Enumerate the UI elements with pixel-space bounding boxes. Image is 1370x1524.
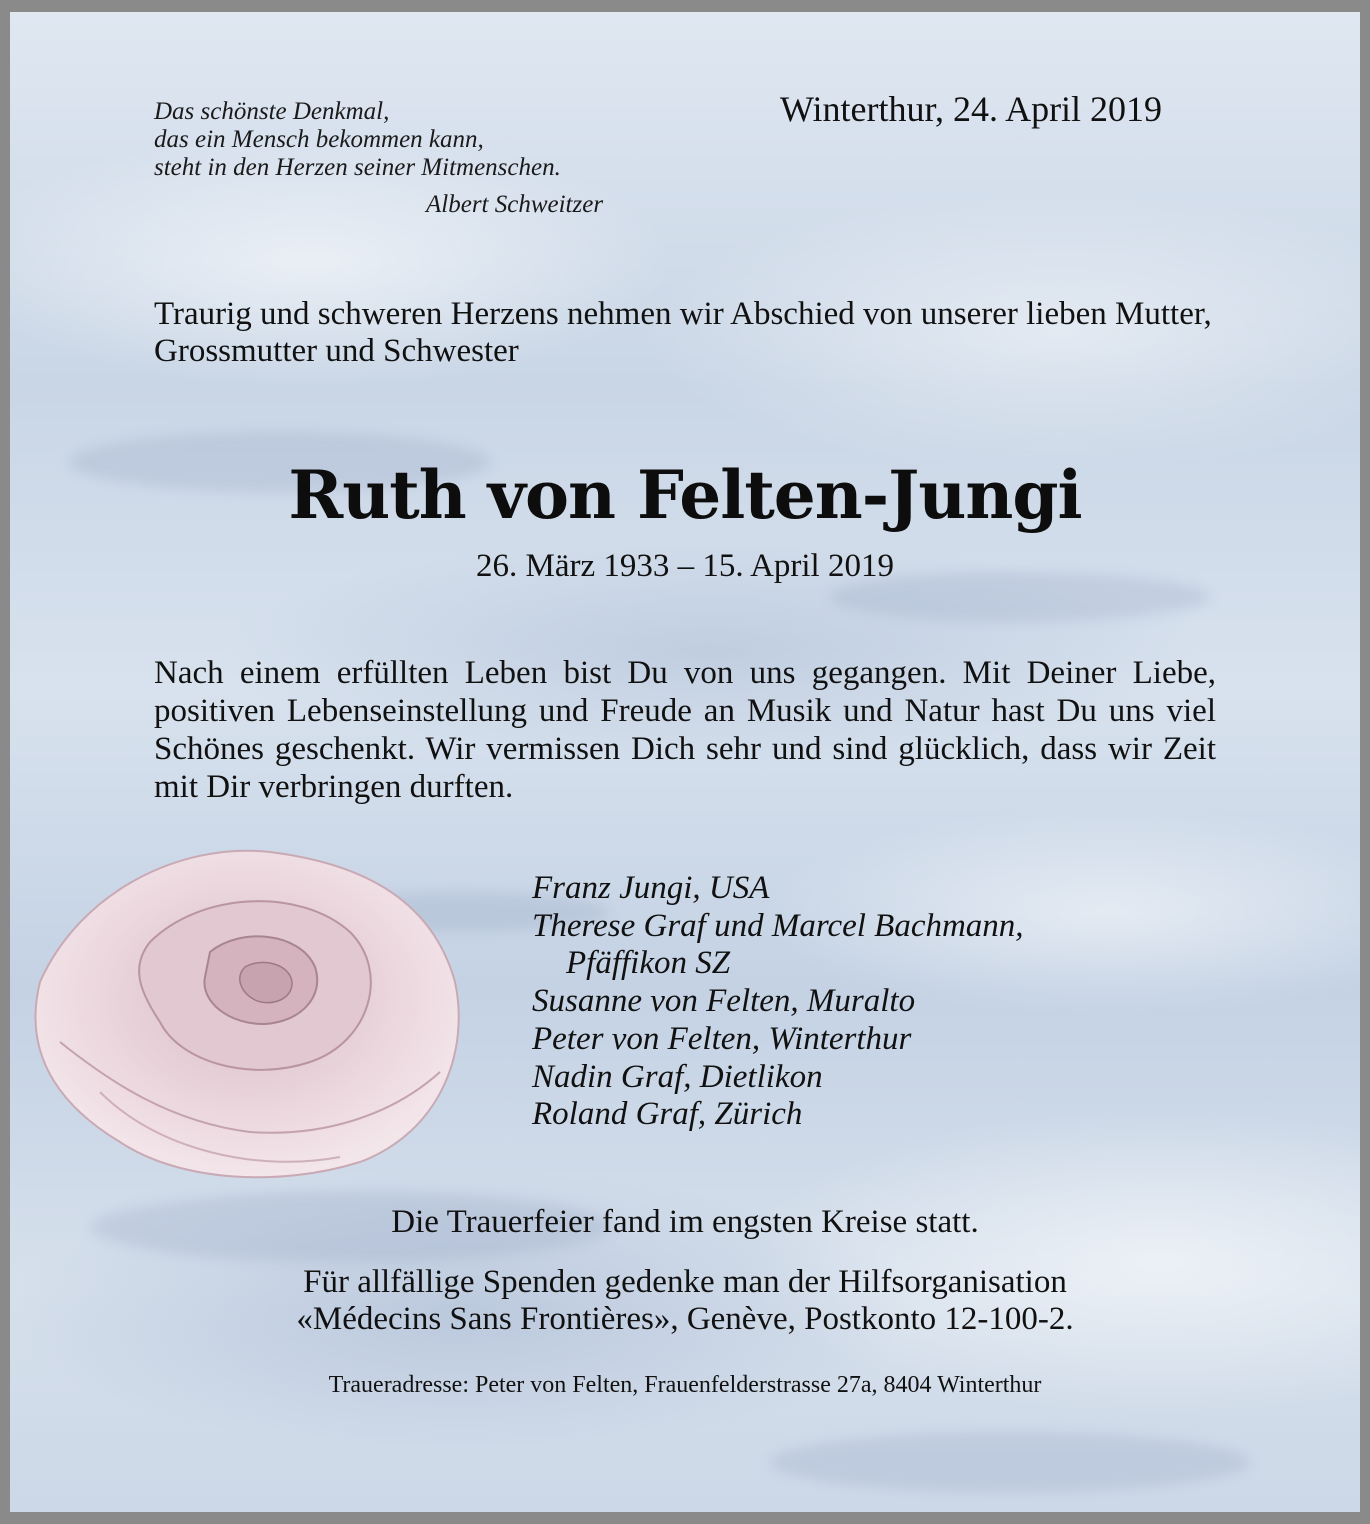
intro-text: Traurig und schweren Herzens nehmen wir Abschied von unserer lieben Mutter, Grossmutter und Schwester <box>154 296 1212 369</box>
mourner-item: Franz Jungi, USA <box>532 870 770 906</box>
mourning-address: Traueradresse: Peter von Felten, Frauenfelderstrasse 27a, 8404 Winterthur <box>328 1372 1042 1398</box>
place-date: Winterthur, 24. April 2019 <box>780 89 1163 129</box>
rose-image <box>10 832 500 1192</box>
deceased-name: Ruth von Felten-Jungi <box>288 456 1082 534</box>
water-ripple <box>770 1432 1250 1492</box>
donation-note <box>10 1264 1360 1338</box>
quote-author: Albert Schweitzer <box>426 191 604 218</box>
life-dates: 26. März 1933 – 15. April 2019 <box>476 548 894 584</box>
donation-line: Für allfällige Spenden gedenke man der Hilfsorganisation <box>303 1264 1067 1300</box>
mourner-item: Susanne von Felten, Muralto <box>532 983 916 1020</box>
donation-line: «Médecins Sans Frontières», Genève, Postkonto 12-100-2. <box>296 1301 1074 1337</box>
quote-line: Das schönste Denkmal, <box>154 98 390 125</box>
mourner-item: Nadin Graf, Dietlikon <box>532 1058 823 1095</box>
obituary-page <box>10 12 1360 1512</box>
mourner-item: Therese Graf und Marcel Bachmann, <box>532 907 1024 944</box>
quote-line: steht in den Herzen seiner Mitmenschen. <box>154 154 561 181</box>
mourner-item: Roland Graf, Zürich <box>532 1096 803 1133</box>
service-note: Die Trauerfeier fand im engsten Kreise statt. <box>391 1204 979 1240</box>
quote-line: das ein Mensch bekommen kann, <box>154 126 484 153</box>
quote-block <box>154 98 674 219</box>
farewell-message: Nach einem erfüllten Leben bist Du von uns gegangen. Mit Deiner Liebe, positiven Lebenseinstellung und Freude an Musik und Natur hast Du uns viel Schönes geschenkt. Wir vermissen Dich sehr und sind glücklich, dass wir Zeit mit Dir verbringen durften. <box>154 655 1216 805</box>
mourners-list <box>532 870 1232 1134</box>
mourner-item: Peter von Felten, Winterthur <box>532 1020 912 1057</box>
mourner-item: Pfäffikon SZ <box>566 945 731 982</box>
